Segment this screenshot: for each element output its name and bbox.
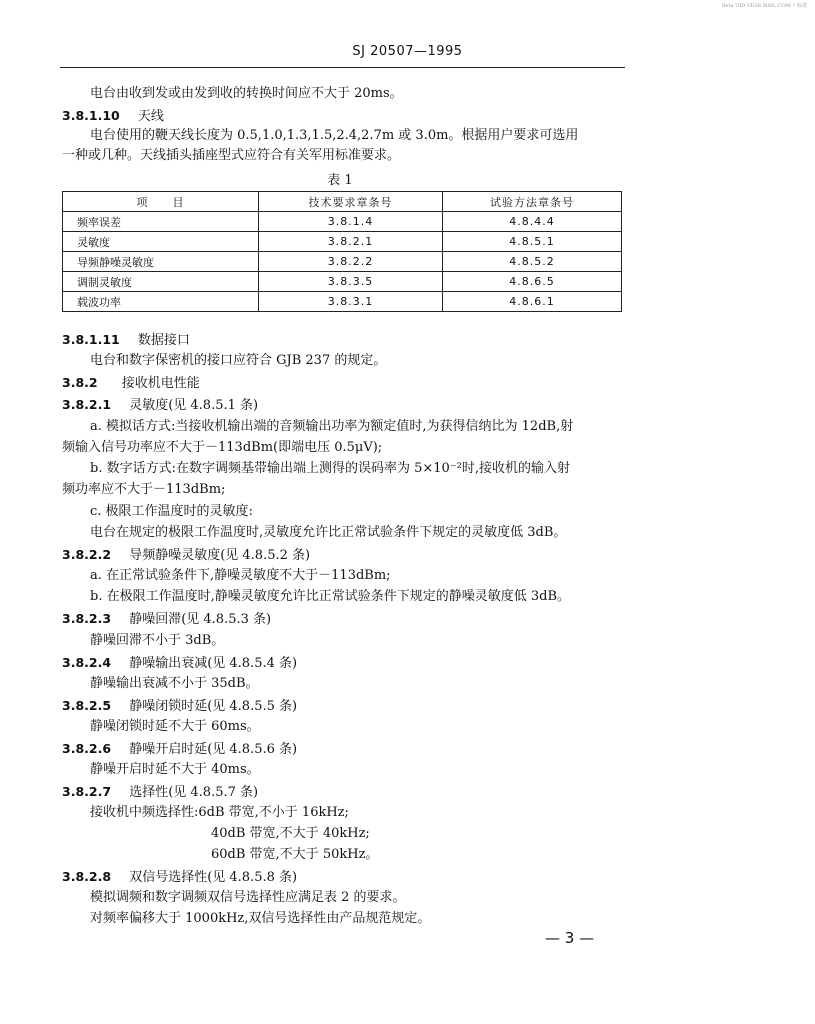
table-cell: 4.8.6.1 [443, 292, 622, 312]
section-title: 静噪闭锁时延(见 4.8.5.5 条) [129, 699, 298, 714]
section-3-8-2-2 [62, 547, 310, 564]
section-title: 静噪输出衰减(见 4.8.5.4 条) [129, 656, 298, 671]
section-number: 3.8.2 [62, 375, 98, 390]
section-3-8-2-4 [62, 655, 297, 672]
table-header-row [63, 192, 622, 212]
table-cell: 3.8.1.4 [259, 212, 443, 232]
paragraph-line: 接收机中频选择性:6dB 带宽,不小于 16kHz; [90, 805, 349, 820]
document-number-header: SJ 20507—1995 [352, 44, 463, 59]
table-cell: 3.8.3.5 [259, 272, 443, 292]
table-header-cell: 项 目 [63, 192, 259, 212]
paragraph-line: a. 模拟话方式:当接收机输出端的音频输出功率为额定值时,为获得信纳比为 12dB,射 [90, 419, 574, 434]
section-title: 静噪回滞(见 4.8.5.3 条) [129, 612, 272, 627]
table-cell: 4.8.5.2 [443, 252, 622, 272]
section-3-8-2 [62, 375, 200, 392]
paragraph-line: 频输入信号功率应不大于－113dBm(即端电压 0.5μV); [62, 440, 383, 455]
table-row [63, 272, 622, 292]
scan-header-mark: Beta UID VE3R MML.COM • 标准 [721, 3, 807, 9]
table-cell: 导频静噪灵敏度 [63, 252, 259, 272]
paragraph-line: a. 在正常试验条件下,静噪灵敏度不大于－113dBm; [90, 568, 391, 583]
section-3-8-2-5 [62, 698, 297, 715]
paragraph-antenna-2: 一种或几种。天线插头插座型式应符合有关军用标准要求。 [62, 148, 401, 163]
section-number: 3.8.2.3 [62, 611, 112, 626]
section-number: 3.8.2.8 [62, 869, 112, 884]
header-rule [60, 67, 625, 68]
paragraph-line: 静噪开启时延不大于 40ms。 [90, 762, 260, 777]
page-number: — 3 — [545, 929, 595, 947]
table-cell: 3.8.2.1 [259, 232, 443, 252]
section-number: 3.8.2.4 [62, 655, 112, 670]
table-row [63, 212, 622, 232]
section-3-8-1-11 [62, 332, 190, 349]
table-header-cell: 试验方法章条号 [443, 192, 622, 212]
paragraph-line: 静噪输出衰减不小于 35dB。 [90, 676, 259, 691]
section-title: 灵敏度(见 4.8.5.1 条) [129, 398, 259, 413]
section-3-8-1-10 [62, 108, 164, 125]
section-title: 天线 [137, 109, 164, 124]
paragraph-antenna-1: 电台使用的鞭天线长度为 0.5,1.0,1.3,1.5,2.4,2.7m 或 3.0m。根据用户要求可选用 [90, 128, 579, 143]
section-3-8-2-7 [62, 784, 258, 801]
paragraph-switch-time: 电台由收到发或由发到收的转换时间应不大于 20ms。 [90, 86, 403, 101]
paragraph-line: 对频率偏移大于 1000kHz,双信号选择性由产品规范规定。 [90, 911, 431, 926]
section-number: 3.8.2.5 [62, 698, 112, 713]
table-caption: 表 1 [327, 173, 353, 188]
table-cell: 4.8.4.4 [443, 212, 622, 232]
table-cell: 4.8.6.5 [443, 272, 622, 292]
section-3-8-2-8 [62, 869, 297, 886]
table-header-cell: 技术要求章条号 [259, 192, 443, 212]
table-cell: 3.8.3.1 [259, 292, 443, 312]
paragraph-line: 静噪回滞不小于 3dB。 [90, 633, 225, 648]
section-number: 3.8.1.11 [62, 332, 120, 347]
table-cell: 灵敏度 [63, 232, 259, 252]
table-cell: 频率误差 [63, 212, 259, 232]
section-title: 接收机电性能 [121, 376, 200, 391]
section-3-8-2-1 [62, 397, 258, 414]
table-cell: 3.8.2.2 [259, 252, 443, 272]
table-row [63, 232, 622, 252]
table-row [63, 252, 622, 272]
table-cell: 载波功率 [63, 292, 259, 312]
paragraph-line: c. 极限工作温度时的灵敏度: [90, 504, 253, 519]
table-cell: 调制灵敏度 [63, 272, 259, 292]
section-3-8-2-6 [62, 741, 297, 758]
paragraph-line: 电台在规定的极限工作温度时,灵敏度允许比正常试验条件下规定的灵敏度低 3dB。 [90, 525, 567, 540]
paragraph-line: 电台和数字保密机的接口应符合 GJB 237 的规定。 [90, 353, 387, 368]
paragraph-line: 静噪闭锁时延不大于 60ms。 [90, 719, 260, 734]
section-number: 3.8.2.7 [62, 784, 112, 799]
table-1 [62, 191, 622, 312]
section-number: 3.8.1.10 [62, 108, 120, 123]
paragraph-line: 模拟调频和数字调频双信号选择性应满足表 2 的要求。 [90, 890, 406, 905]
section-number: 3.8.2.1 [62, 397, 112, 412]
paragraph-line: 频功率应不大于－113dBm; [62, 482, 226, 497]
paragraph-line: b. 在极限工作温度时,静噪灵敏度允许比正常试验条件下规定的静噪灵敏度低 3dB。 [90, 589, 570, 604]
section-number: 3.8.2.6 [62, 741, 112, 756]
table-row [63, 292, 622, 312]
paragraph-line: 40dB 带宽,不大于 40kHz; [211, 826, 370, 841]
section-3-8-2-3 [62, 611, 271, 628]
paragraph-line: b. 数字话方式:在数字调频基带输出端上测得的误码率为 5×10⁻²时,接收机的输入射 [90, 461, 571, 476]
table-cell: 4.8.5.1 [443, 232, 622, 252]
section-number: 3.8.2.2 [62, 547, 112, 562]
paragraph-line: 60dB 带宽,不大于 50kHz。 [211, 847, 379, 862]
section-title: 双信号选择性(见 4.8.5.8 条) [129, 870, 298, 885]
section-title: 数据接口 [137, 333, 190, 348]
section-title: 静噪开启时延(见 4.8.5.6 条) [129, 742, 298, 757]
section-title: 选择性(见 4.8.5.7 条) [129, 785, 259, 800]
section-title: 导频静噪灵敏度(见 4.8.5.2 条) [129, 548, 311, 563]
